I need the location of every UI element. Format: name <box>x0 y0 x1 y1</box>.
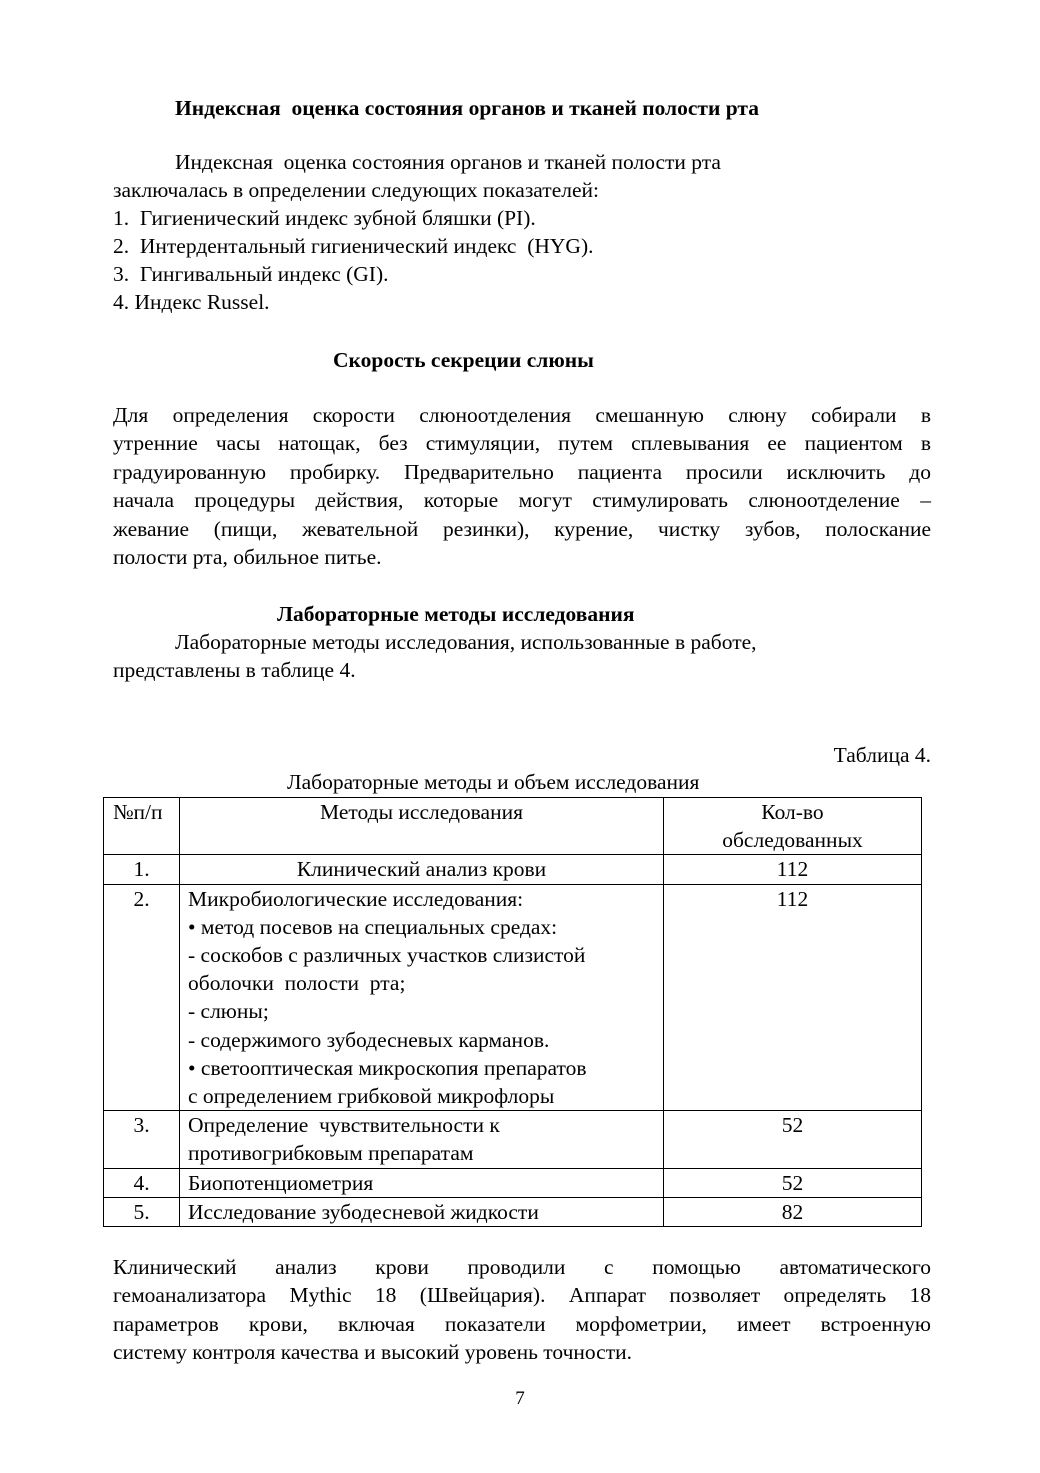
paragraph-line: жевание (пищи, жевательной резинки), курение, чистку зубов, полоскание <box>113 516 931 541</box>
row-method: Исследование зубодесневой жидкости <box>180 1197 664 1226</box>
method-line: • метод посевов на специальных средах: <box>188 914 558 939</box>
method-line: - содержимого зубодесневых карманов. <box>188 1027 550 1052</box>
table-row <box>104 1197 922 1226</box>
paragraph-line: систему контроля качества и высокий уровень точности. <box>113 1340 632 1365</box>
index-list-item: 4. Индекс Russel. <box>113 290 270 314</box>
row-count: 52 <box>664 1168 922 1197</box>
row-num: 5. <box>104 1197 180 1226</box>
table-caption: Лабораторные методы и объем исследования <box>287 770 700 794</box>
saliva-paragraph <box>113 401 931 571</box>
paragraph-line: параметров крови, включая показатели морфометрии, имеет встроенную <box>113 1311 931 1336</box>
row-method <box>180 884 664 1111</box>
method-line: Определение чувствительности к <box>188 1113 500 1138</box>
paragraph-line: градуированную пробирку. Предварительно пациента просили исключить до <box>113 459 931 484</box>
paragraph-line: полости рта, обильное питье. <box>113 545 382 570</box>
header-count-line: Кол-во <box>761 800 824 824</box>
row-count: 82 <box>664 1197 922 1226</box>
method-line: - соскобов с различных участков слизистой <box>188 943 586 968</box>
paragraph-line: утренние часы натощак, без стимуляции, путем сплевывания ее пациентом в <box>113 431 931 456</box>
row-method: Биопотенциометрия <box>180 1168 664 1197</box>
row-method: Клинический анализ крови <box>180 855 664 884</box>
index-list-item: 3. Гингивальный индекс (GI). <box>113 262 389 286</box>
table-row <box>104 1168 922 1197</box>
method-line: Микробиологические исследования: <box>188 886 524 911</box>
header-method: Методы исследования <box>180 798 664 855</box>
table-row <box>104 1111 922 1168</box>
paragraph-line: гемоанализатора Mythic 18 (Швейцария). Аппарат позволяет определять 18 <box>113 1283 931 1308</box>
header-count <box>664 798 922 855</box>
table-label: Таблица 4. <box>833 743 931 767</box>
method-line: - слюны; <box>188 999 269 1024</box>
lab-intro-line-1: Лабораторные методы исследования, использованные в работе, <box>175 630 757 654</box>
paragraph-line: Клинический анализ крови проводили с помощью автоматического <box>113 1255 931 1279</box>
index-list-item: 1. Гигиенический индекс зубной бляшки (PI). <box>113 206 536 230</box>
table-row <box>104 855 922 884</box>
method-line: оболочки полости рта; <box>188 971 406 996</box>
section-title-index: Индексная оценка состояния органов и тканей полости рта <box>175 96 759 120</box>
row-count: 112 <box>664 855 922 884</box>
header-num: №п/п <box>104 798 180 855</box>
table-row <box>104 884 922 1111</box>
method-line: • светооптическая микроскопия препаратов <box>188 1055 587 1080</box>
method-line: с определением грибковой микрофлоры <box>188 1084 555 1109</box>
header-count-line: обследованных <box>722 828 863 853</box>
row-num: 3. <box>104 1111 180 1168</box>
closing-paragraph <box>113 1253 931 1367</box>
paragraph-line: Для определения скорости слюноотделения смешанную слюну собирали в <box>113 403 931 427</box>
page-number: 7 <box>515 1388 525 1409</box>
section-title-lab: Лабораторные методы исследования <box>277 602 635 626</box>
section-title-saliva: Скорость секреции слюны <box>333 348 594 372</box>
lab-methods-table <box>103 797 922 1227</box>
row-num: 4. <box>104 1168 180 1197</box>
paragraph-line: начала процедуры действия, которые могут стимулировать слюноотделение – <box>113 488 931 513</box>
index-intro-line-1: Индексная оценка состояния органов и тканей полости рта <box>175 150 721 174</box>
row-count: 52 <box>664 1111 922 1168</box>
index-list-item: 2. Интердентальный гигиенический индекс (HYG). <box>113 234 594 258</box>
index-intro-line-2: заключалась в определении следующих показателей: <box>113 178 599 202</box>
method-line: противогрибковым препаратам <box>188 1141 474 1166</box>
table-header-row <box>104 798 922 855</box>
row-num: 2. <box>104 884 180 1111</box>
row-method <box>180 1111 664 1168</box>
row-num: 1. <box>104 855 180 884</box>
row-count: 112 <box>664 884 922 1111</box>
lab-intro-line-2: представлены в таблице 4. <box>113 658 356 682</box>
